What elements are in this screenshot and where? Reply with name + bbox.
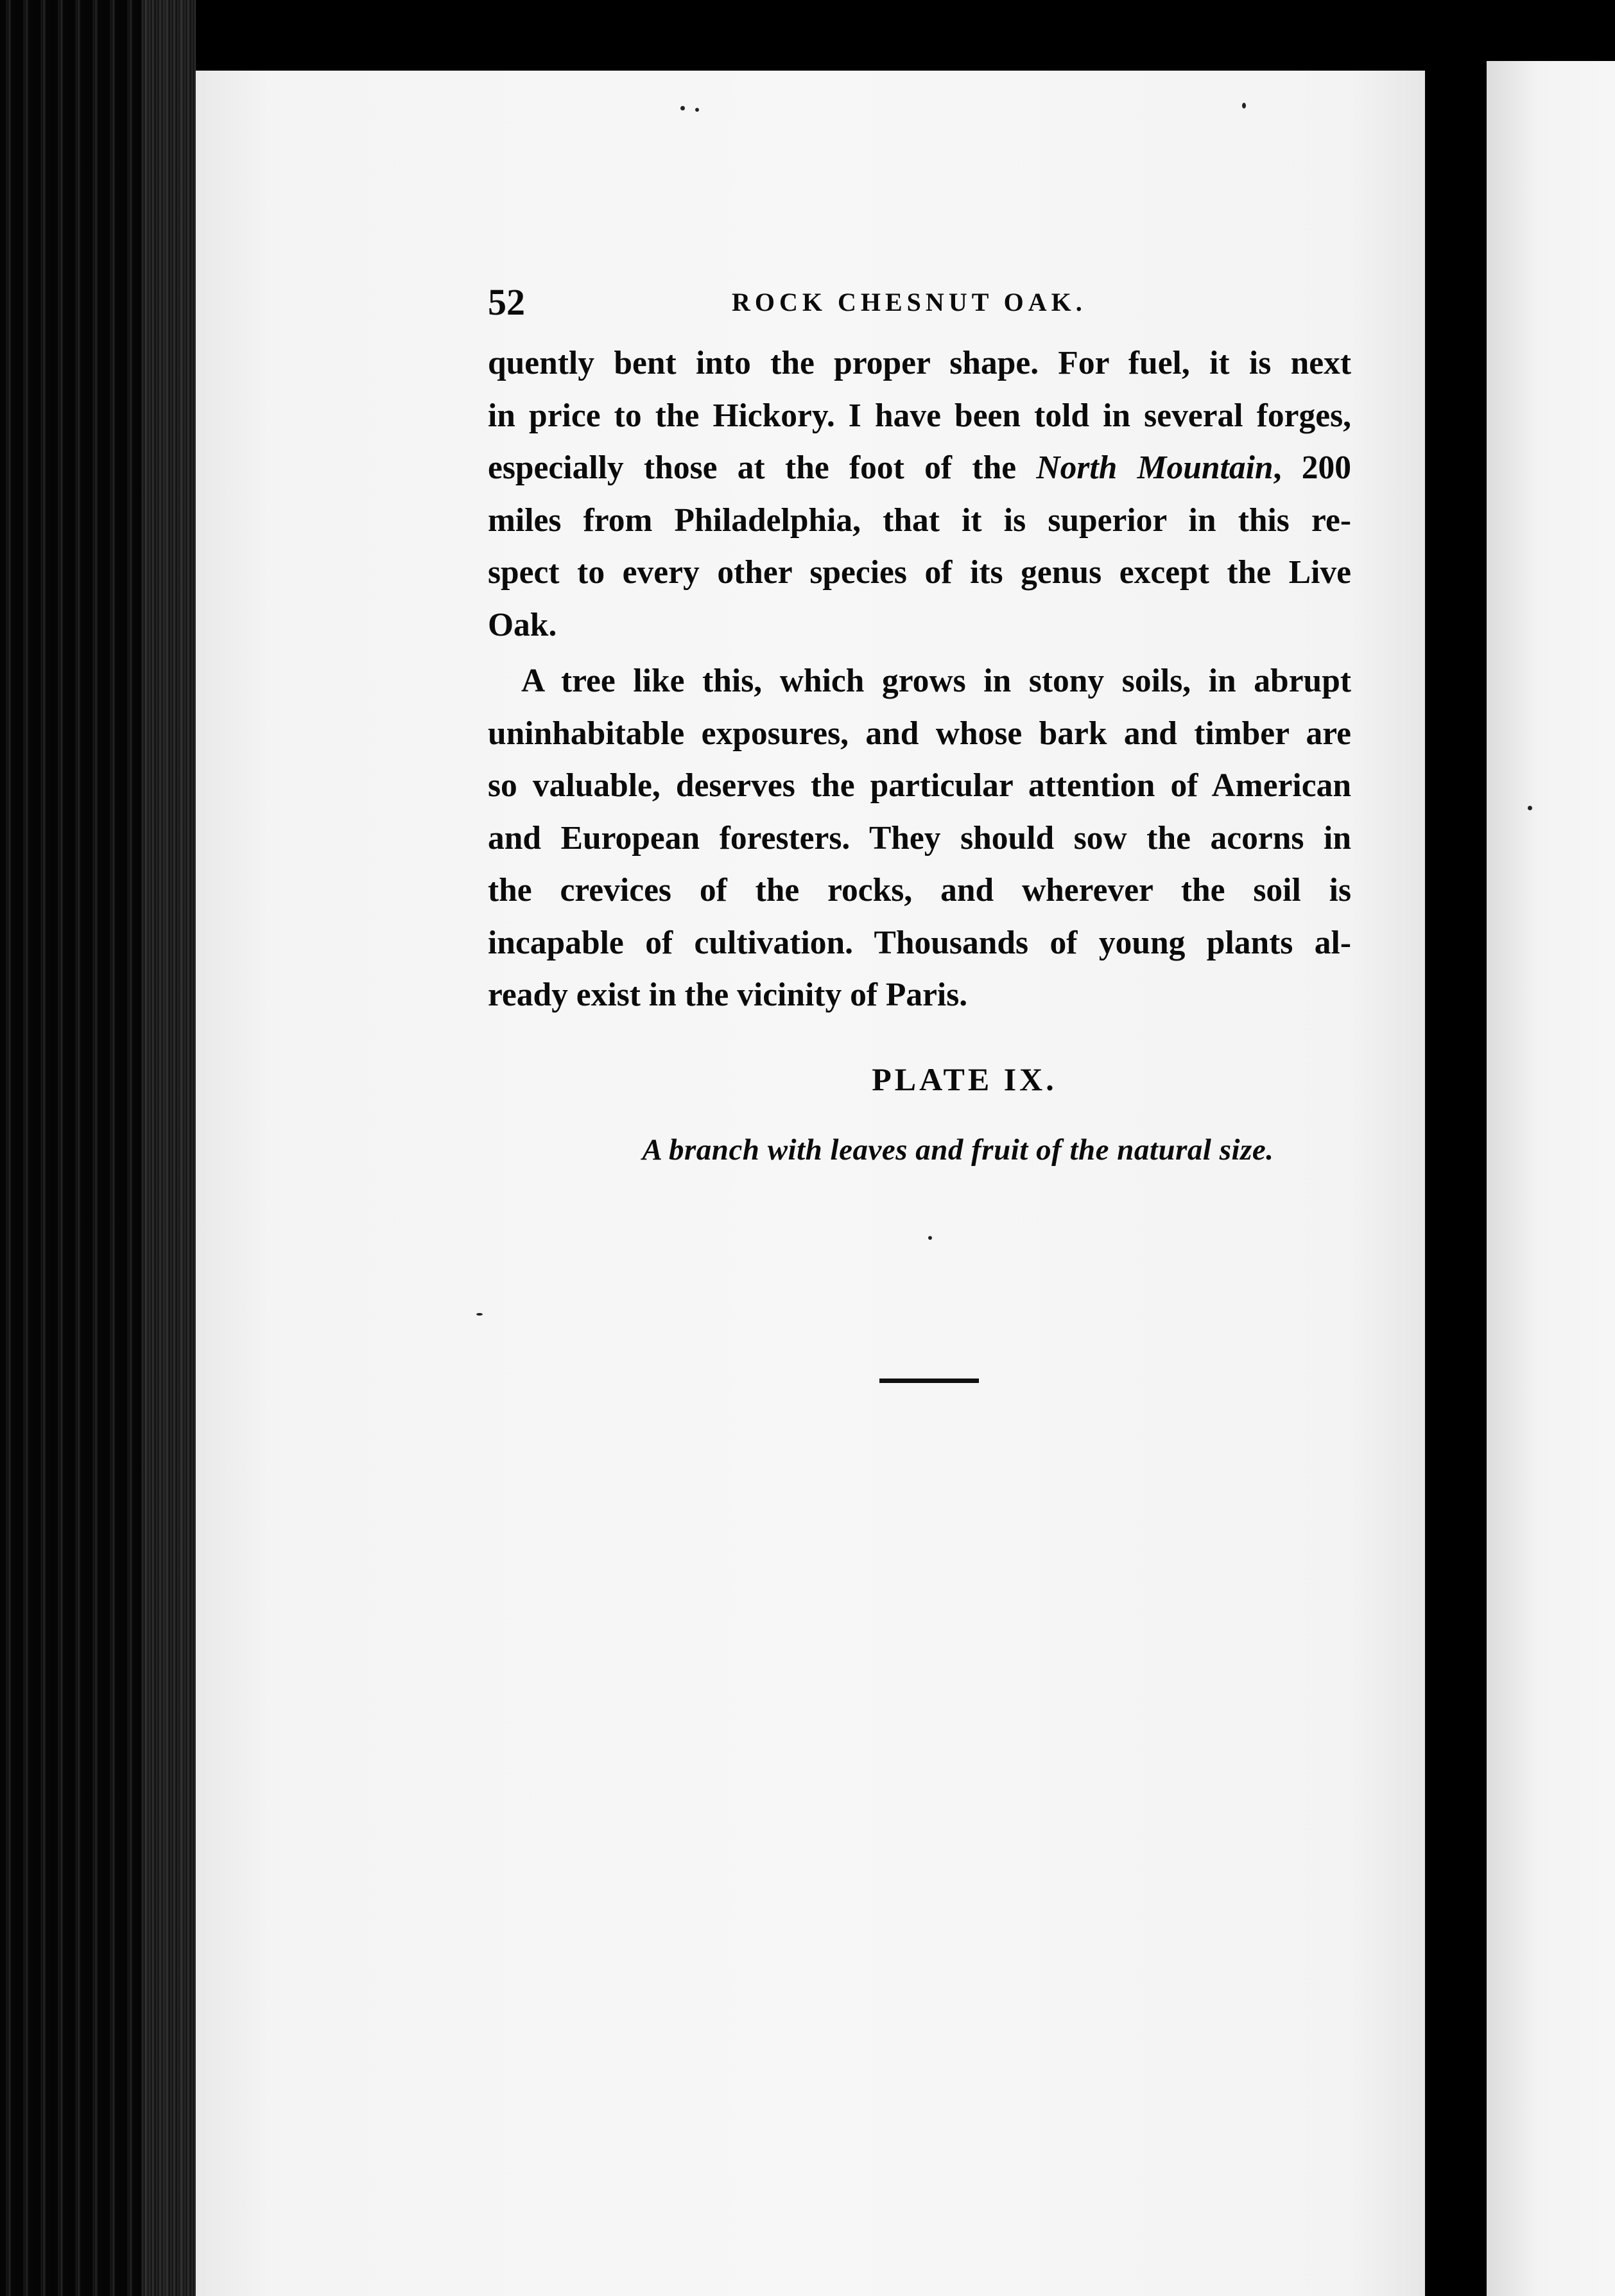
scan-speck (1528, 806, 1532, 810)
text-line: miles from Philadelphia, that it is superior in this re- (488, 501, 1351, 539)
scan-speck (1242, 103, 1246, 109)
plate-caption: A branch with leaves and fruit of the natural size. (642, 1133, 1274, 1167)
paragraph-2 (488, 655, 1351, 1022)
scan-speck (476, 1313, 483, 1316)
place-name: North Mountain (1036, 449, 1274, 486)
running-head (488, 279, 1351, 326)
page-text (488, 279, 1351, 1176)
text-line: the crevices of the rocks, and wherever the soil is (488, 872, 1351, 909)
text-line: in price to the Hickory. I have been told in several forges, (488, 397, 1351, 434)
text-line: so valuable, deserves the particular attention of American (488, 767, 1351, 804)
paragraph-1 (488, 337, 1351, 651)
text-segment: especially those at the foot of the (488, 449, 1037, 486)
text-line: uninhabitable exposures, and whose bark and timber are (488, 715, 1351, 752)
text-line: quently bent into the proper shape. For fuel, it is next (488, 345, 1351, 381)
scan-speck (695, 108, 699, 112)
scan-speck (928, 1236, 932, 1240)
text-line: incapable of cultivation. Thousands of young plants al- (488, 924, 1351, 961)
scan-speck (680, 106, 685, 110)
text-segment: , 200 (1273, 449, 1351, 486)
text-line: and European foresters. They should sow the acorns in (488, 819, 1351, 857)
text-line (488, 442, 1351, 494)
running-title: ROCK CHESNUT OAK. (732, 288, 1087, 317)
text-line: ready exist in the vicinity of Paris. (488, 977, 968, 1013)
section-rule (879, 1378, 979, 1383)
plate-heading: PLATE IX. (872, 1061, 1057, 1097)
page-number: 52 (488, 281, 525, 323)
text-line: spect to every other species of its genus except the Live (488, 554, 1351, 591)
text-line: A tree like this, which grows in stony soils, in abrupt (521, 663, 1351, 699)
text-line: Oak. (488, 606, 557, 643)
facing-page-edge (1487, 61, 1615, 2296)
spine-edge (141, 0, 196, 2296)
page-gutter (1425, 0, 1487, 2296)
